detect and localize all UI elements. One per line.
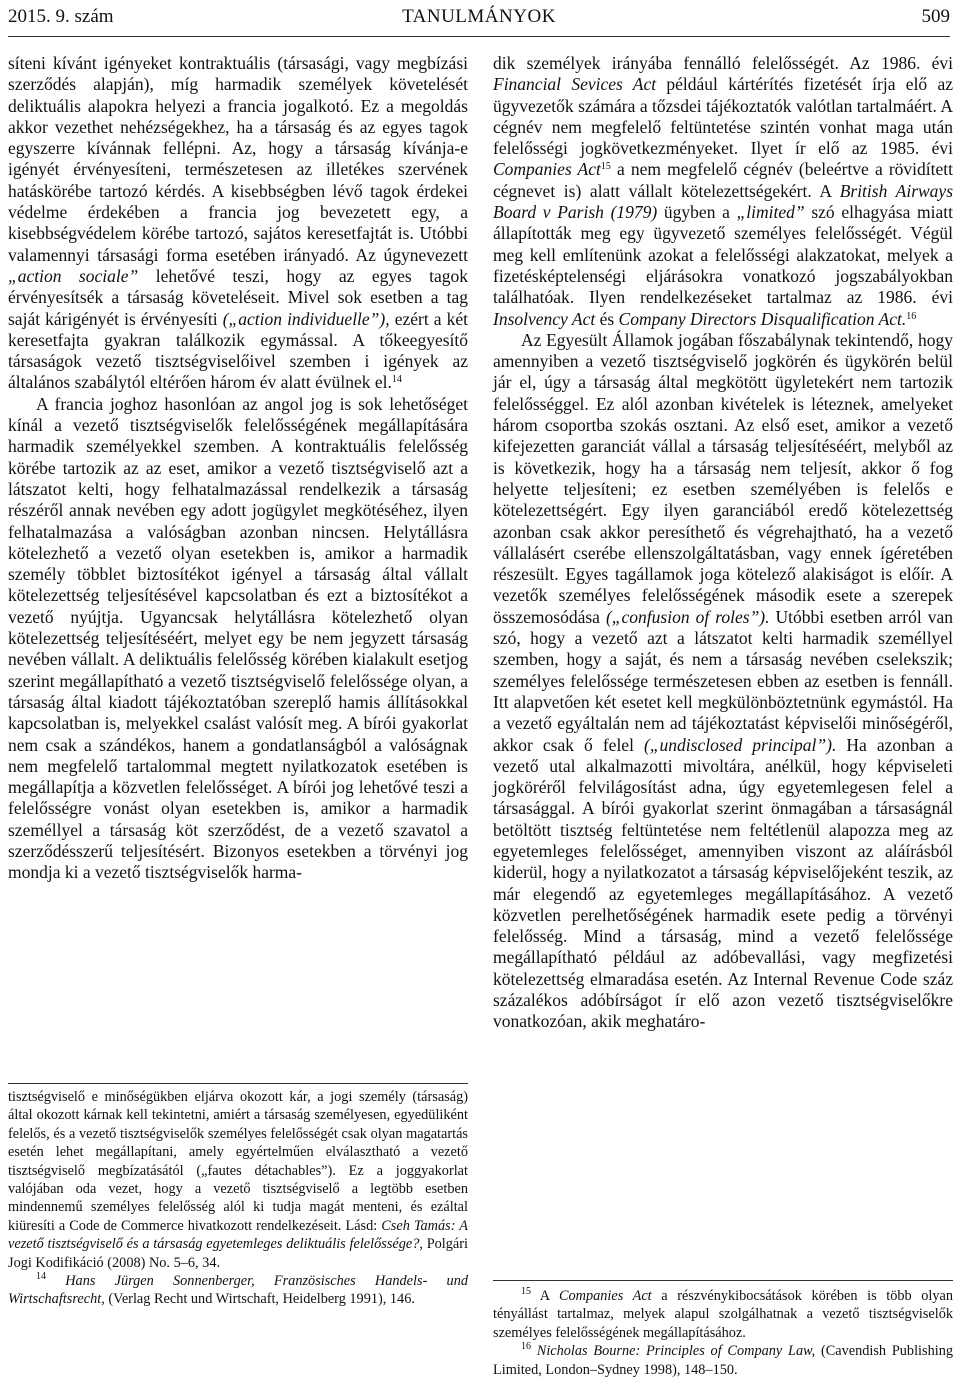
footnote-14: $^{14}$ Hans Jürgen Sonnenberger, Französisches Handels- und Wirtschaftsrecht, (Verlag Recht und Wirtschaft, Heidelberg 1991), 146. [8,1271,468,1308]
footnote-16: $^{16}$ Nicholas Bourne: Principles of Company Law, (Cavendish Publishing Limited, London–Sydney 1998), 148–150. [493,1341,954,1378]
left-paragraph-1: síteni kívánt igényeket kontraktuális (társasági, vagy megbízási szerződés alapján), míg harmadik személyek követelését deliktuális alapokra helyezi a francia jogalkotó. Ez a megoldás akkor vezethet nehézségekhez, ha a társaság és az egyes tagok egyszerre kívánnak fellépni. Az, hogy a társaság kívánja-e igényét érvényesíteni, természetesen az illetékes szervének hatáskörébe tartozó kérdés. A kisebbségben lévő tagok érdekei védelme érdekében a francia jog bevezetett egy, a kisebbségvédelem körébe tartozó, sajátos keresetfajtát is. Utóbbi valamennyi társasági forma esetében irányadó. Az úgynevezett „action sociale” lehetővé teszi, hogy az egyes tagok érvényesítsék a társaság követeléseit. Mivel sok esetben a tag saját kárigényét is érvényesíti („action individuelle”), ezért a két keresetfajta gyakran találkozik egymással. A tőkeegyesítő társaságok vezető tisztségviselőivel szemben i igények az általános szabálytól eltérően három év alatt évülnek el.$^{14}$ [8,53,469,393]
footnote-ref-16: 16 [906,310,917,322]
footnote-13-continued: tisztségviselő e minőségükben eljárva okozott kár, a jogi személy (társaság) által okozott kárnak kell tekintetni, amiért a társaság személyesen, egyedüliként felelős, és a vezető tisztségviselők személyes felelősségét csak olyan magatartás esetén lehet megállapítani, amely egyértelműen elválasztható a vezető tisztségviselő megbízatásától („fautes détachables”). Ez a joggyakorlat valójában oda vezet, hogy a vezető tisztségviselő a legtöbb esetben mindennemű személyes felelősség alól ki tudja magát menteni, és ezáltal kiüresíti a Code de Commerce hivatkozott rendelkezéseit. Lásd: Cseh Tamás: A vezető tisztségviselő és a társaság egyetemleges deliktuális felelőssége?, Polgári Jogi Kodifikáció (2008) No. 5–6, 34. [8,1089,469,1271]
header-rule [8,36,950,37]
footnote-ref-14: 14 [391,374,402,386]
right-paragraph-1: dik személyek irányába fennálló felelősségét. Az 1986. évi Financial Sevices Act például kártérítés fizetését írja elő az ügyvezetők számára a tőzsdei tájékoztatók valótlan tartalmáért. A cégnév nem megfelelő feltüntetése szintén vonhat maga után felelősségi jogkövetkezményeket. Ilyet ír elő az 1985. évi Companies Act$^{15}$ a nem megfelelő cégnév (beleértve a rövidített cégnevet is) alatt vállalt kötelezettségekért. A British Airways Board v Parish (1979) ügyben a „limited” szó elhagyása miatt állapították meg egy ügyvezető személyes felelősségét. Végül meg kell említenünk azokat a felelősségi alakzatokat, melyek a fizetésképtelenségi eljárásokra vonatkozó jogszabályokban találhatóak. Ilyen rendelkezéseket tartalmaz az 1986. évi Insolvency Act és Company Directors Disqualification Act.$^{16}$ [493,53,954,329]
footnote-15: $^{15}$ A Companies Act a részvénykibocsátások körében is több olyan tényállást tartalmaz, melyek alapul szolgálhatnak a vezető tisztségviselők személyes felelősségének megállapításához. [493,1286,953,1341]
left-footnotes [8,1083,468,1309]
footnote-ref-15: 15 [600,161,611,173]
left-paragraph-2: A francia joghoz hasonlóan az angol jog is sok lehetőséget kínál a vezető tisztségviselők felelősségének megállapítására harmadik személyekkel szemben. A kontraktuális felelősség körébe tartozik az az eset, amikor a vezető tisztségviselő azt a látszatot kelti, hogy felhatalmazással rendelkezik a társaság részéről annak nevében egy adott jogügylet megkötéséhez, ilyen felhatalmazása a valóságban azonban nincsen. Helytállásra kötelezhető a vezető olyan esetekben is, amikor a harmadik személy többlet biztosítékot igényel a társaság által vállalt kötelezettség teljesítésével kapcsolatban és ezt a biztosítékot a vezető nyújtja. Ugyancsak helytállásra kötelezhető olyan kötelezettség teljesítéséért, melyet egy be nem jegyzett társaság nevében vállalt. A deliktuális felelősség körében kialakult esetjog szerint megállapítható a vezető tisztségviselő felelőssége olyan, a társaság által kiadott tájékoztatóban szereplő hamis állításokkal kapcsolatban is, melyekkel csalást valósít meg. A bírói gyakorlat nem csak a szándékos, hanem a gondatlanságból a valóságnak nem megfelelő tartalommal megtett nyilatkozatok esetében is megállapítja a közvetlen felelősséget. A bírói jog lehetővé teszi a felelősségre vonást olyan esetekben is, amikor a harmadik személlyel a társaság köt szerződést, de a vezető szavatol a szerződésszerű teljesítésért. Bizonyos esetekben a törvényi jog mondja ki a vezető tisztségviselők harma- [8,393,468,883]
page-number: 509 [921,6,950,27]
left-column [8,53,468,884]
right-paragraph-2: Az Egyesült Államok jogában főszabálynak tekintendő, hogy amennyiben a vezető tisztségviselő jogkörén és ügykörén belül jár el, úgy a társaság által megkötött ügyletekért nem tartozik felelősséggel. Ez alól azonban kivételek is léteznek, amelyeket három csoportba szokás osztani. Az első eset, amikor a vezető kifejezetten garanciát vállal a társaság teljesítéséért, melyből az is következik, hogy ha a társaság nem teljesít, akkor ő fog helyette teljesíteni; ez esetben személyében is felelős e kötelezettségért. Egy ilyen garanciából eredő kötelezettség azonban csak akkor peresíthető és végrehajtható, ha a vezető vállalásért cserébe ellenszolgáltatásban, vagy ennek ígéretében részesült. Egyes tagállamok joga kötelező alakiságot is előír. A vezetők személyes felelősségének második esete a szerepek összemosódása („confusion of roles”). Utóbbi esetben arról van szó, hogy a vezető azt a látszatot kelti harmadik személlyel szemben, hogy a saját, és nem a társaság nevében cselekszik; személyes felelőssége természetesen ebben az esetben is fennáll. Itt alapvetően két esetet kell megkülönböztetnünk egymástól. Ha a vezető egyáltalán nem ad tájékoztatást képviselői minőségéről, akkor csak ő felel („undisclosed principal”). Ha azonban a vezető utal alkalmazotti mivoltára, anélkül, hogy képviseleti jogköréről felvilágosítást adna, úgy egyetemlegesen felel a társasággal. A bírói gyakorlat szerint önmagában a társaságnál betöltött tisztség feltüntetése nem feltétlenül alapozza meg az egyetemleges felelősséget, amennyiben viszont az aláírásból kiderül, hogy a nyilatkozatot a társaság képviselőjeként teszik, az már elegendő az egyetemleges megállapításához. A vezető közvetlen perelhetőségének harmadik esete pedig a törvényi felelősség. Mind a társaság, mind a vezető felelőssége megállapítható például az adóbevallási, vagy megfizetési kötelezettség elmaradása esetén. Az Internal Revenue Code száz százalékos adóbírságot ír elő azon vezető tisztségviselőkre vonatkozóan, akik meghatáro- [493,329,953,1032]
section-title: TANULMÁNYOK [402,6,556,27]
issue-label: 2015. 9. szám [8,6,114,27]
right-column [493,53,953,1033]
footnote-rule [8,1083,468,1084]
footnote-rule [493,1280,953,1281]
running-header [8,6,950,30]
right-footnotes [493,1280,953,1379]
